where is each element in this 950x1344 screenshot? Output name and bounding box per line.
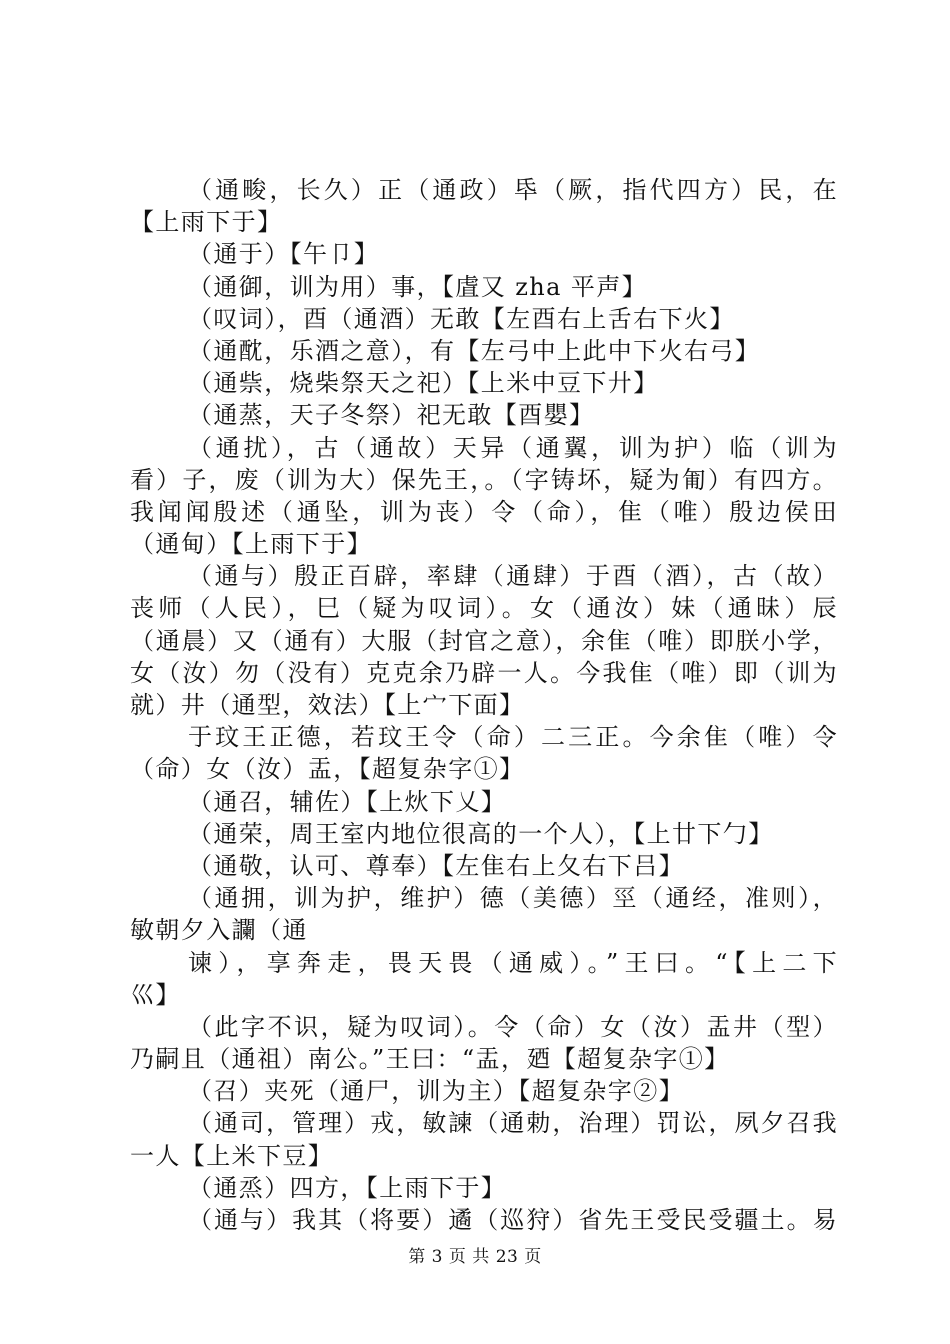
text-line: （通与）殷正百辟，率肆（通肆）于酉（酒），古（故）	[188, 562, 838, 591]
text-line: （通畯，长久）正（通政）氒（厥，指代四方）民，在	[188, 176, 838, 204]
text-line: （通司，管理）戎，敏諫（通勅，治理）罚讼，夙夕召我	[188, 1109, 838, 1138]
text-line: （通于）【午卩】	[188, 240, 380, 269]
text-line: 乃嗣且（通祖）南公。”王曰：“盂，廼【超复杂字①】	[130, 1045, 730, 1074]
text-line: （通拥，训为护，维护）德（美德）巠（通经，准则），	[188, 884, 838, 913]
text-line: （通荣，周王室内地位很高的一个人），【上廿下勹】	[188, 819, 774, 848]
text-line: 看）子，废（训为大）保先王，。（字铸坏，疑为匍）有四方。	[130, 465, 838, 494]
text-line: （通蒸，天子冬祭）祀无敢【酉嬰】	[188, 401, 595, 430]
text-line: （通甸）【上雨下于】	[130, 530, 372, 559]
text-line: （通召，辅佐）【上炏下乂】	[188, 787, 507, 816]
text-line: （通与）我其（将要）遹（巡狩）省先王受民受疆土。易	[188, 1206, 838, 1234]
text-line: 谏），享奔走，畏天畏（通威）。”王曰。“【上二下	[188, 948, 838, 977]
text-line: （通晨）又（通有）大服（封官之意），余隹（唯）即朕小学，	[130, 626, 838, 655]
text-line: （通御，训为用）事，【虘又 zha 平声】	[188, 272, 648, 301]
document-body	[130, 174, 838, 1236]
text-line: 就）井（通型，效法）【上宀下面】	[130, 691, 525, 719]
text-line: 女（汝）勿（没有）克克余乃辟一人。今我隹（唯）即（训为	[130, 658, 838, 687]
text-line: 一人【上米下豆】	[130, 1141, 334, 1170]
text-line: 巛】	[130, 980, 181, 1009]
text-line: 丧师（人民），巳（疑为叹词）。女（通汝）妹（通昧）辰	[130, 594, 838, 623]
text-line: （叹词），酉（通酒）无敢【左酉右上舌右下火】	[188, 304, 735, 333]
page-number-footer: 第 3 页 共 23 页	[408, 1247, 542, 1267]
text-line: （通酖，乐酒之意），有【左弓中上此中下火右弓】	[188, 336, 761, 365]
text-line: 敏朝夕入讕（通	[130, 916, 308, 945]
text-line: 【上雨下于】	[130, 208, 283, 237]
text-line: 我闻闻殷述（通坠，训为丧）令（命），隹（唯）殷边侯田	[130, 497, 838, 526]
text-line: （召）夹死（通尸，训为主）【超复杂字②】	[188, 1077, 684, 1106]
text-line: （命）女（汝）盂，【超复杂字①】	[130, 755, 525, 784]
text-line: （通扰），古（通故）天异（通翼，训为护）临（训为	[188, 433, 838, 462]
text-line: （通烝）四方，【上雨下于】	[188, 1173, 507, 1202]
text-line: （通敬，认可、尊奉）【左隹右上夂右下吕】	[188, 851, 684, 880]
text-line: （此字不识，疑为叹词）。令（命）女（汝）盂井（型）	[188, 1012, 838, 1041]
text-line: 于玟王正德，若玟王令（命）二三正。今余隹（唯）令	[188, 723, 838, 752]
text-line: （通祡，烧柴祭天之祀）【上米中豆下廾】	[188, 369, 659, 398]
